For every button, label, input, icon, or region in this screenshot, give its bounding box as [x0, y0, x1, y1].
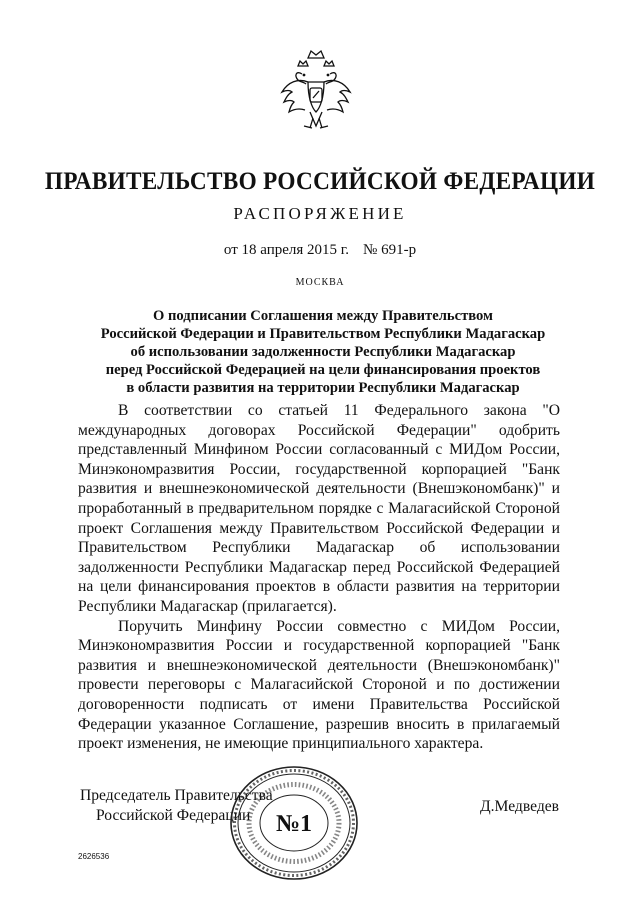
document-number: № 691-р: [363, 242, 417, 258]
subject-line: перед Российской Федерацией на цели финансирования проектов: [105, 362, 541, 378]
subject-line: О подписании Соглашения между Правительством: [153, 308, 493, 324]
position-line: Российской Федерации: [96, 806, 251, 824]
position-line: Председатель Правительства: [80, 787, 273, 804]
document-id-number: 2626536: [78, 852, 110, 861]
document-date-line: [0, 242, 640, 259]
subject-line: в области развития на территории Республики Мадагаскар: [126, 380, 520, 396]
double-headed-eagle-emblem-icon: [274, 46, 358, 142]
subject-line: Российской Федерации и Правительством Республики Мадагаскар: [100, 326, 546, 342]
round-stamp-seal-icon: [228, 764, 360, 882]
government-title: ПРАВИТЕЛЬСТВО РОССИЙСКОЙ ФЕДЕРАЦИИ: [44, 168, 596, 195]
city: МОСКВА: [295, 277, 345, 288]
signatory-name: Д.Медведев: [480, 798, 560, 815]
document-date: от 18 апреля 2015 г.: [223, 242, 350, 258]
subject-line: об использовании задолженности Республики Мадагаскар: [130, 344, 516, 360]
seal-number: №1: [275, 811, 313, 837]
document-type: РАСПОРЯЖЕНИЕ: [233, 204, 407, 223]
document-subject: [60, 307, 586, 397]
document-body: [78, 401, 560, 754]
body-paragraph: Поручить Минфину России совместно с МИДом России, Минэкономразвития России и государственной корпорацией "Банк развития и внешнеэкономической деятельности (Внешэкономбанк)" провести переговоры с Малагасийской Стороной и по достижении договоренности подписать от имени Правительства Российской Федерации указанное Соглашение, разрешив вносить в прилагаемый проект изменения, не имеющие принципиального характера.: [78, 617, 560, 753]
body-paragraph: В соответствии со статьей 11 Федерального закона "О международных договорах Российской Федерации" одобрить представленный Минфином России согласованный с МИДом России, Минэкономразвития России, государственной корпорацией "Банк развития и внешнеэкономической деятельности (Внешэкономбанк)" и проработанный в предварительном порядке с Малагасийской Стороной проект Соглашения между Правительством Российской Федерации и Правительством Республики Мадагаскар об использовании задолженности Республики Мадагаскар перед Российской Федерацией на цели финансирования проектов в области развития на территории Республики Мадагаскар (прилагается).: [78, 402, 560, 615]
